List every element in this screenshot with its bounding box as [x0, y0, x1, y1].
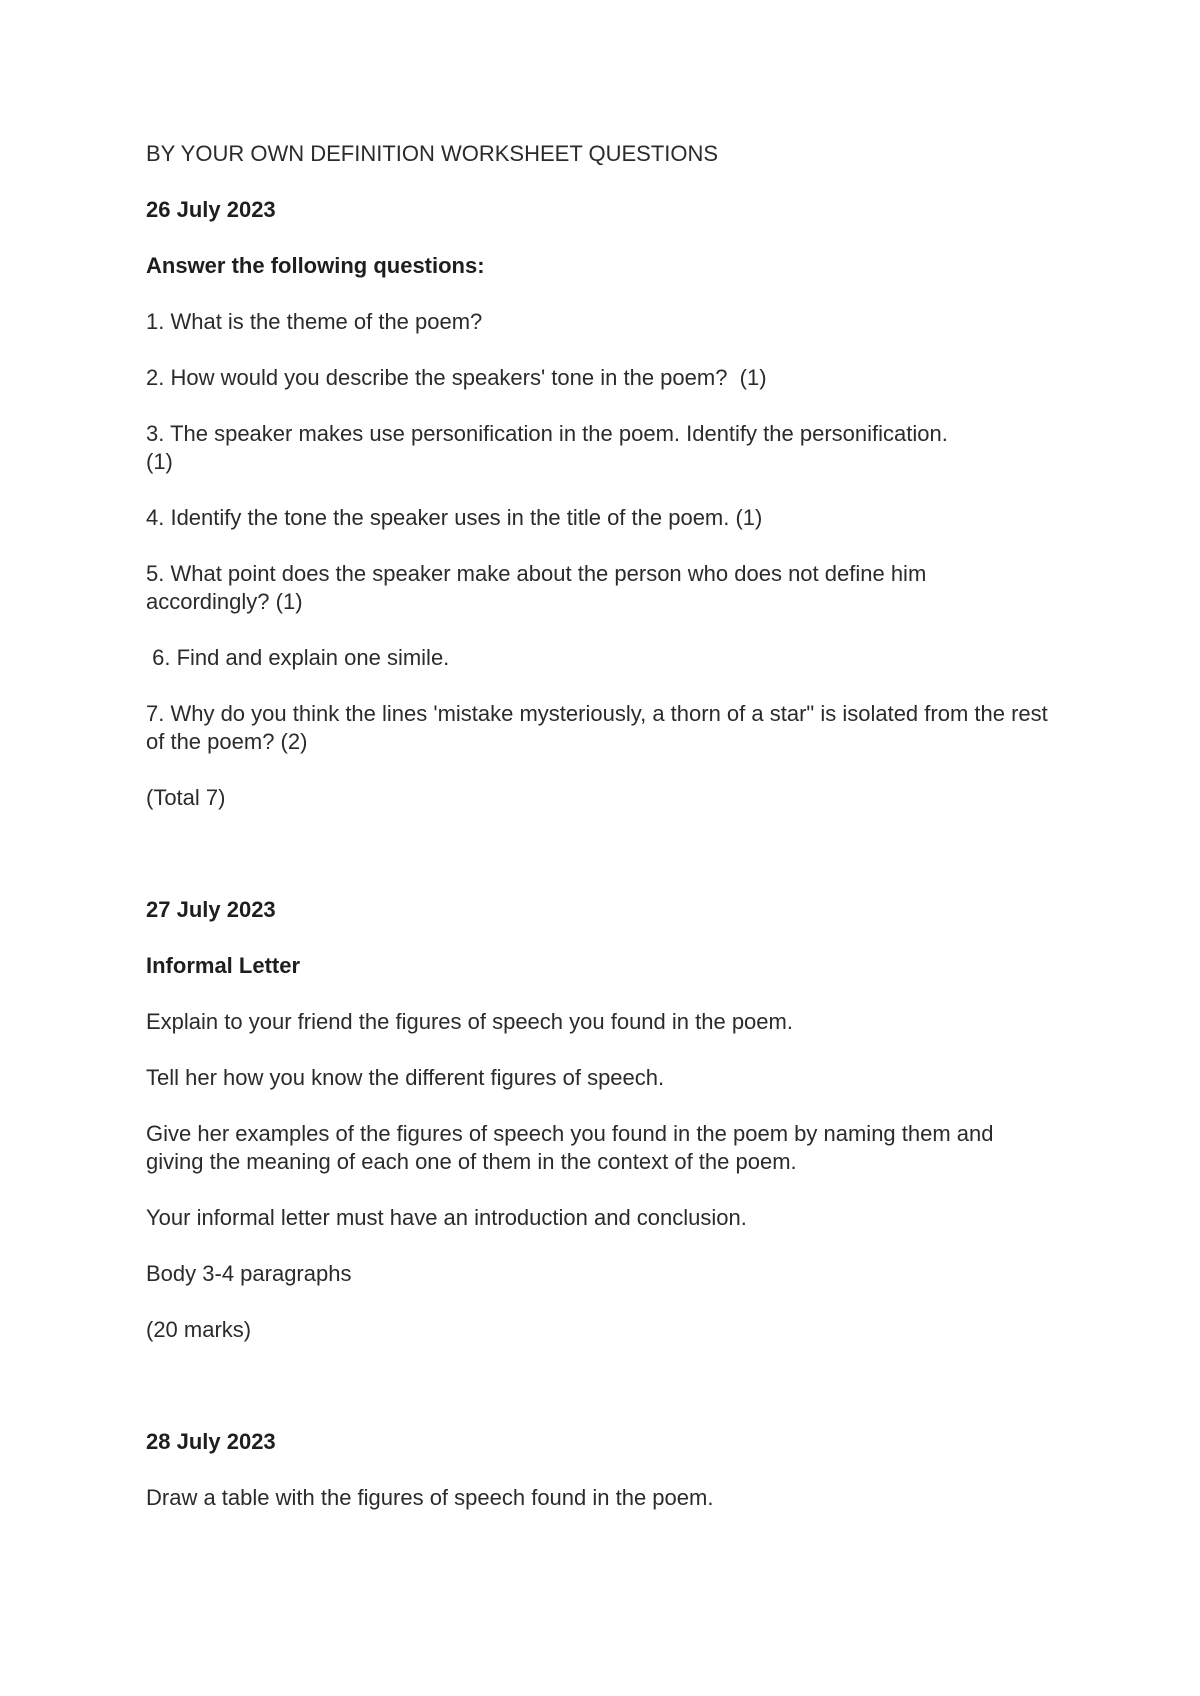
question-item: 1. What is the theme of the poem?	[146, 309, 483, 334]
section-date: 27 July 2023	[146, 897, 276, 922]
section-date: 26 July 2023	[146, 197, 276, 222]
section-date: 28 July 2023	[146, 1429, 276, 1454]
instruction-paragraph: Your informal letter must have an introduction and conclusion.	[146, 1205, 747, 1230]
marks-note: (20 marks)	[146, 1317, 252, 1342]
question-item: 5. What point does the speaker make about the person who does not define him accordingly? (1)	[146, 561, 933, 614]
section-heading: Answer the following questions:	[146, 253, 485, 278]
instruction-paragraph: Give her examples of the figures of speech you found in the poem by naming them and giving the meaning of each one of them in the context of the poem.	[146, 1121, 1000, 1174]
instruction-paragraph: Draw a table with the figures of speech found in the poem.	[146, 1485, 714, 1510]
instruction-paragraph: Body 3-4 paragraphs	[146, 1261, 352, 1286]
question-item: 6. Find and explain one simile.	[146, 645, 450, 670]
document-title: BY YOUR OWN DEFINITION WORKSHEET QUESTIONS	[146, 141, 719, 166]
question-item: 4. Identify the tone the speaker uses in the title of the poem. (1)	[146, 505, 763, 530]
question-item: 2. How would you describe the speakers' tone in the poem? (1)	[146, 365, 767, 390]
section-heading: Informal Letter	[146, 953, 301, 978]
instruction-paragraph: Explain to your friend the figures of speech you found in the poem.	[146, 1009, 793, 1034]
document-page	[146, 140, 1096, 1540]
question-item: 7. Why do you think the lines 'mistake mysteriously, a thorn of a star" is isolated from the rest of the poem? (2)	[146, 701, 1054, 754]
question-item: 3. The speaker makes use personification in the poem. Identify the personification. (1)	[146, 421, 954, 474]
instruction-paragraph: Tell her how you know the different figures of speech.	[146, 1065, 665, 1090]
total-marks: (Total 7)	[146, 785, 226, 810]
